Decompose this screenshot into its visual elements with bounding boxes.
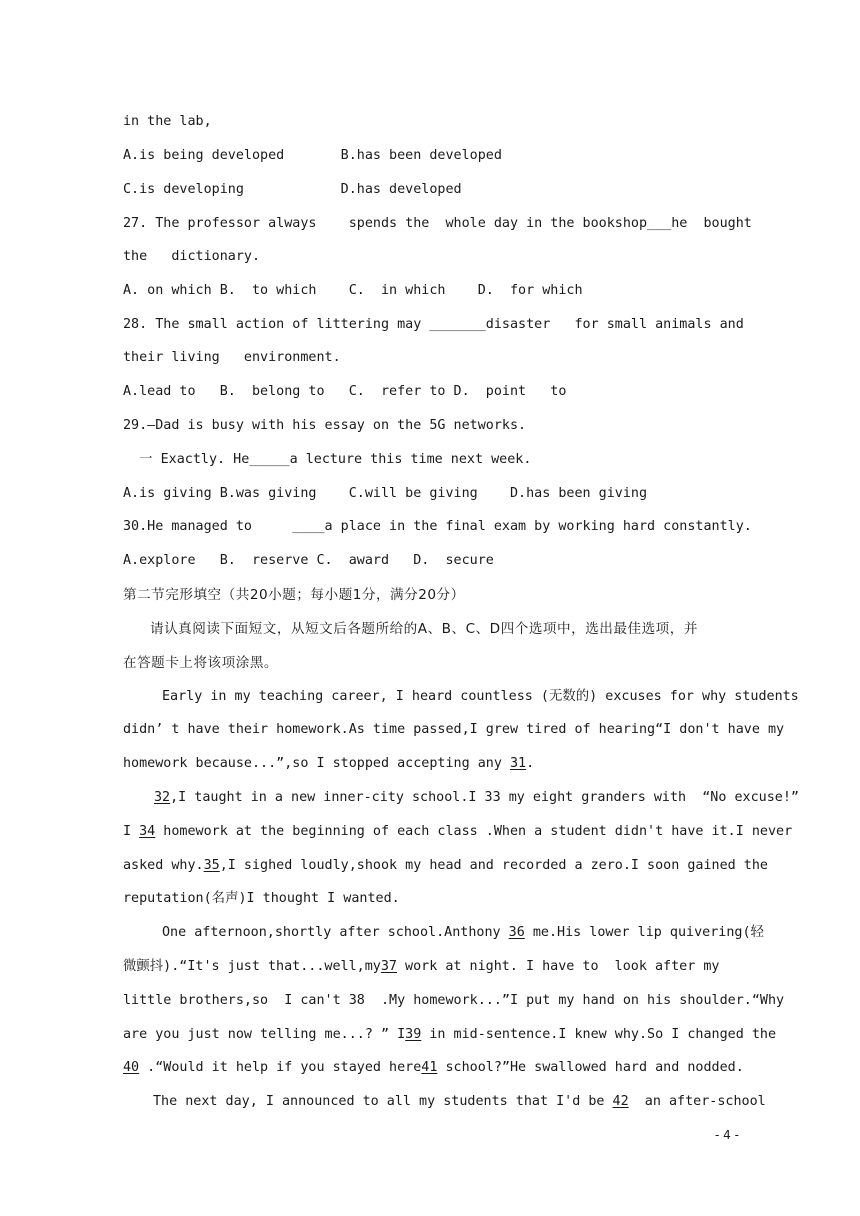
blank-36: 36 [508, 925, 525, 940]
blank-31: 31 [509, 756, 527, 771]
blank-39: 39 [405, 1027, 422, 1042]
page-number: - 4 - [715, 1128, 739, 1142]
text-line: the dictionary. [123, 249, 261, 264]
passage-line: reputation(名声)I thought I wanted. [123, 891, 400, 906]
options-line: A.explore B. reserve C. award D. secure [123, 553, 494, 568]
text-line: their living environment. [123, 350, 341, 365]
passage-line: homework because...”,so I stopped accepting any 31. [123, 756, 535, 771]
passage-line: One afternoon,shortly after school.Anthony 36 me.His lower lip quivering(轻 [162, 925, 764, 940]
question-30: 30.He managed to ____a place in the final exam by working hard constantly. [123, 519, 752, 534]
blank-32: 32 [154, 790, 171, 805]
options-line: A.is giving B.was giving C.will be giving D.has been giving [123, 486, 648, 501]
passage-line: asked why.35,I sighed loudly,shook my head and recorded a zero.I soon gained the [123, 858, 768, 873]
passage-line: I 34 homework at the beginning of each class .When a student didn't have it.I never [123, 824, 793, 839]
passage-line: didn’ t have their homework.As time passed,I grew tired of hearing“I don't have my [123, 722, 785, 737]
passage-line: little brothers,so I can't 38 .My homework...”I put my hand on his shoulder.“Why [123, 993, 785, 1008]
question-29: 29.—Dad is busy with his essay on the 5G networks. [123, 418, 527, 433]
options-line: A.is being developed B.has been developed [123, 148, 502, 163]
section-heading: 第二节完形填空（共20小题；每小题1分，满分20分） [123, 587, 465, 603]
instruction-line: 请认真阅读下面短文，从短文后各题所给的A、B、C、D四个选项中，选出最佳选项，并 [150, 621, 698, 637]
options-line: A. on which B. to which C. in which D. for which [123, 283, 583, 298]
passage-line: Early in my teaching career, I heard countless (无数的) excuses for why students [162, 689, 799, 704]
question-27: 27. The professor always spends the whole day in the bookshop___he bought [123, 216, 752, 231]
text-line: in the lab, [123, 114, 212, 129]
passage-line: 40 .“Would it help if you stayed here41 school?”He swallowed hard and nodded. [123, 1060, 744, 1075]
text-line: 一 Exactly. He_____a lecture this time next week. [123, 452, 532, 467]
blank-42: 42 [612, 1094, 629, 1109]
blank-37: 37 [380, 959, 397, 974]
blank-41: 41 [421, 1060, 438, 1075]
blank-34: 34 [139, 824, 156, 839]
passage-line: 32,I taught in a new inner-city school.I 33 my eight granders with “No excuse!” [154, 790, 799, 805]
blank-35: 35 [203, 858, 220, 873]
instruction-line: 在答题卡上将该项涂黑。 [123, 655, 279, 671]
question-28: 28. The small action of littering may _______disaster for small animals and [123, 317, 744, 332]
passage-line: 微颤抖).“It's just that...well,my37 work at night. I have to look after my [123, 959, 720, 974]
passage-line: The next day, I announced to all my students that I'd be 42 an after-school [153, 1094, 766, 1109]
options-line: A.lead to B. belong to C. refer to D. point to [123, 384, 567, 399]
options-line: C.is developing D.has developed [123, 182, 462, 197]
passage-line: are you just now telling me...? ” I39 in mid-sentence.I knew why.So I changed the [123, 1027, 777, 1042]
blank-40: 40 [123, 1060, 140, 1075]
